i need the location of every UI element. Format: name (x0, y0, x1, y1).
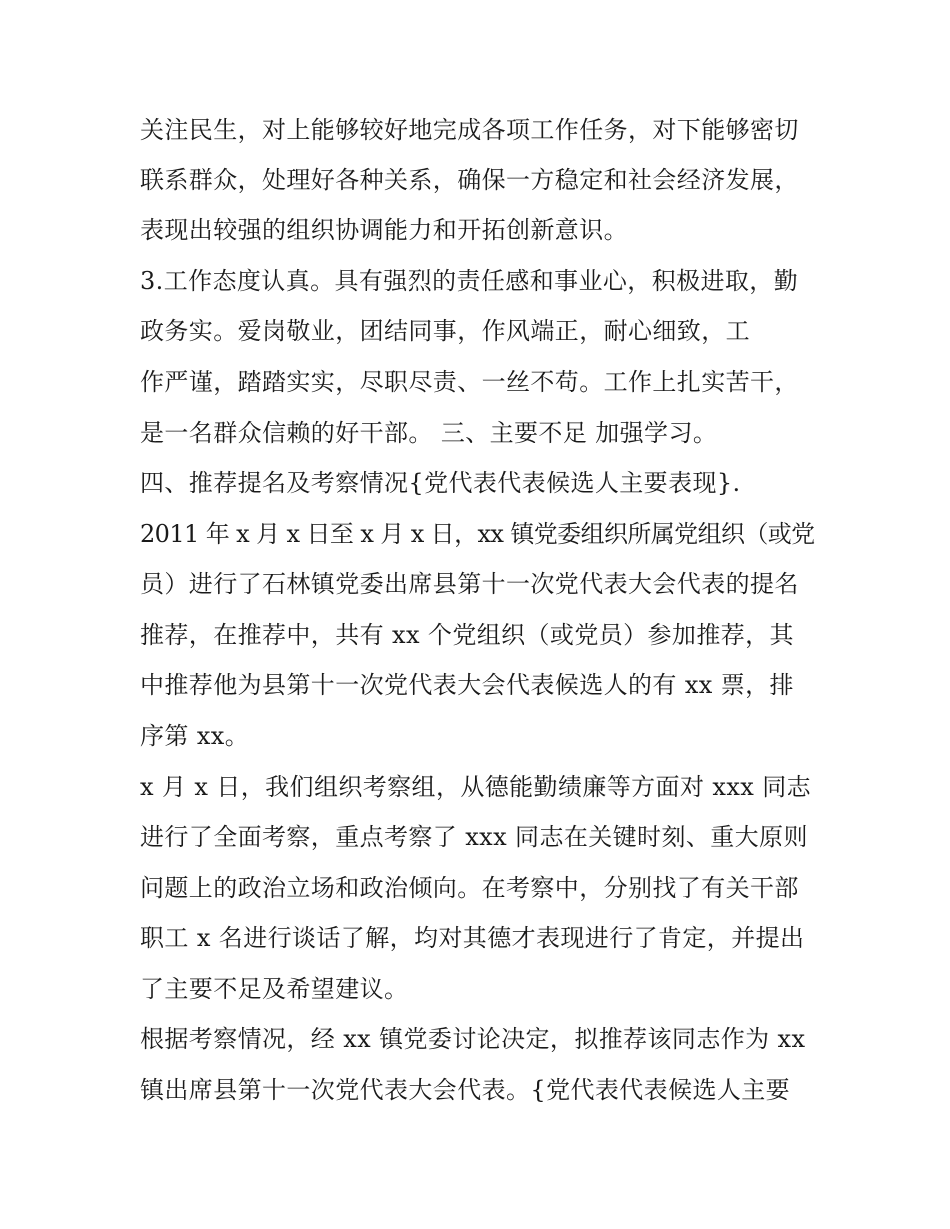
text-line: 表现出较强的组织协调能力和开拓创新意识。 (140, 216, 628, 244)
text-line: 中推荐他为县第十一次党代表大会代表候选人的有 xx 票，排 (140, 671, 794, 699)
text-line: 根据考察情况，经 xx 镇党委讨论决定，拟推荐该同志作为 xx (140, 1025, 806, 1053)
text-line: 政务实。爱岗敬业，团结同事，作风端正，耐心细致，工 (140, 317, 750, 345)
text-line: 是一名群众信赖的好干部。 三、主要不足 加强学习。 (140, 419, 718, 447)
text-line: 序第 xx。 (140, 722, 250, 750)
text-line: 联系群众，处理好各种关系，确保一方稳定和社会经济发展， (140, 166, 799, 194)
text-line: 3.工作态度认真。具有强烈的责任感和事业心，积极进取，勤 (140, 267, 799, 295)
text-line: 推荐，在推荐中，共有 xx 个党组织（或党员）参加推荐，其 (140, 621, 794, 649)
text-line: 问题上的政治立场和政治倾向。在考察中，分别找了有关干部 (140, 874, 799, 902)
text-line: 镇出席县第十一次党代表大会代表。{党代表代表候选人主要 (140, 1076, 791, 1104)
text-line: 2011 年 x 月 x 日至 x 月 x 日，xx 镇党委组织所属党组织（或党 (140, 520, 815, 548)
text-line: 四、推荐提名及考察情况{党代表代表候选人主要表现}. (140, 469, 741, 497)
text-line: 职工 x 名进行谈话了解，均对其德才表现进行了肯定，并提出 (140, 924, 805, 952)
text-line: 进行了全面考察，重点考察了 xxx 同志在关键时刻、重大原则 (140, 823, 808, 851)
text-line: 员）进行了石林镇党委出席县第十一次党代表大会代表的提名 (140, 570, 799, 598)
text-line: 作严谨，踏踏实实，尽职尽责、一丝不苟。工作上扎实苦干， (140, 368, 799, 396)
text-line: 关注民生，对上能够较好地完成各项工作任务，对下能够密切 (140, 116, 799, 144)
text-line: 了主要不足及希望建议。 (140, 975, 409, 1003)
text-line: x 月 x 日，我们组织考察组，从德能勤绩廉等方面对 xxx 同志 (140, 773, 812, 801)
